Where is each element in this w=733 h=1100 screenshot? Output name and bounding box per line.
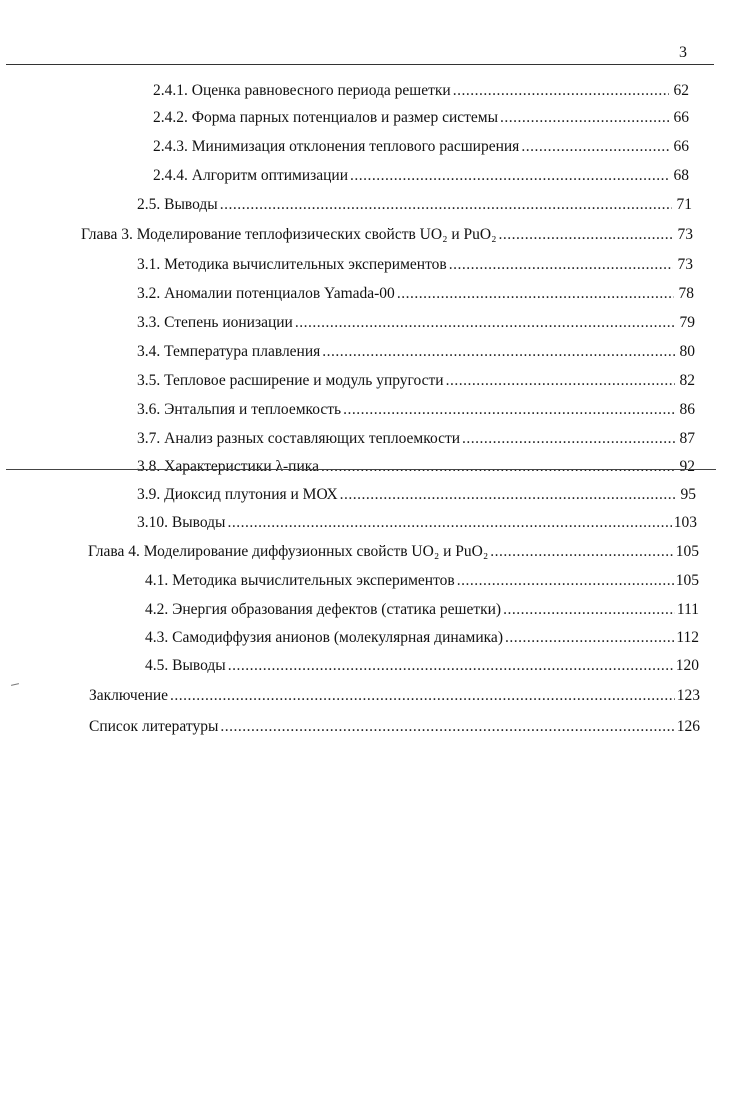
toc-entry-page: 73 xyxy=(677,226,693,243)
toc-entry xyxy=(145,655,699,677)
toc-entry-number: 2.5. xyxy=(137,196,161,213)
toc-entry-title: 3.5. Тепловое расширение и модуль упругости xyxy=(137,372,444,389)
toc-entry-title: 3.4. Температура плавления xyxy=(137,343,321,360)
toc-entry-title: 2.4.4. Алгоритм оптимизации xyxy=(153,167,349,184)
toc-entry-page: 86 xyxy=(679,401,695,418)
toc-entry-title: 3.3. Степень ионизации xyxy=(137,314,293,331)
toc-entry-number: 3.10. xyxy=(137,514,168,531)
toc-entry-page: 66 xyxy=(673,109,689,126)
toc-entry-page: 103 xyxy=(673,514,697,531)
toc-leader-dots xyxy=(498,224,673,246)
toc-entry-title: 4.5. Выводы xyxy=(145,657,226,674)
toc-leader-dots xyxy=(490,541,674,563)
toc-leader-dots xyxy=(343,399,675,421)
toc-entry-number: 2.4.4. xyxy=(153,167,188,184)
toc-entry-page: 120 xyxy=(675,657,699,674)
toc-leader-dots xyxy=(397,283,674,305)
toc-leader-dots xyxy=(350,165,669,187)
toc-leader-dots xyxy=(457,570,674,592)
toc-entry xyxy=(137,512,697,534)
toc-entry xyxy=(137,484,696,506)
toc-entry xyxy=(137,254,693,276)
toc-entry-title: Глава 3. Моделирование теплофизических свойств UO₂ и PuO₂ xyxy=(81,226,497,243)
toc-entry-page: 71 xyxy=(676,196,692,213)
toc-entry-number: 4.1. xyxy=(145,572,169,589)
toc-entry-page: 95 xyxy=(680,486,696,503)
toc-entry-page: 123 xyxy=(676,687,700,704)
toc-leader-dots xyxy=(228,655,674,677)
toc-entry-title: Список литературы xyxy=(89,718,219,735)
toc-entry xyxy=(137,341,695,363)
toc-entry xyxy=(137,194,692,216)
toc-leader-dots xyxy=(453,80,669,102)
toc-entry-number: 3.9. xyxy=(137,486,161,503)
toc-leader-dots xyxy=(503,599,675,621)
toc-entry-number: 2.4.1. xyxy=(153,82,188,99)
toc-entry-number: 2.4.3. xyxy=(153,138,188,155)
toc-entry-title: 4.1. Методика вычислительных экспериментов xyxy=(145,572,455,589)
toc-entry-title: 3.2. Аномалии потенциалов Yamada-00 xyxy=(137,285,395,302)
toc-entry-number: 4.5. xyxy=(145,657,169,674)
toc-entry-number: 3.2. xyxy=(137,285,161,302)
scan-artifact-line xyxy=(6,469,716,470)
toc-leader-dots xyxy=(505,627,674,649)
toc-entry xyxy=(153,80,689,102)
toc-leader-dots xyxy=(446,370,675,392)
toc-entry xyxy=(81,224,693,246)
toc-leader-dots xyxy=(227,512,671,534)
toc-entry-number: 3.4. xyxy=(137,343,161,360)
toc-entry xyxy=(137,312,695,334)
toc-entry-number: 3.7. xyxy=(137,430,161,447)
toc-entry-page: 62 xyxy=(673,82,689,99)
toc-entry-title: Заключение xyxy=(89,687,169,704)
toc-entry-page: 111 xyxy=(676,601,699,618)
toc-entry-title: 3.9. Диоксид плутония и МОХ xyxy=(137,486,338,503)
toc-entry xyxy=(145,627,699,649)
toc-entry xyxy=(153,165,689,187)
toc-leader-dots xyxy=(321,456,675,478)
toc-entry-title: 2.4.2. Форма парных потенциалов и размер системы xyxy=(153,109,498,126)
page-number: 3 xyxy=(679,44,687,61)
toc-entry-title: 3.10. Выводы xyxy=(137,514,226,531)
toc-entry-page: 87 xyxy=(679,430,695,447)
toc-entry-title: Глава 4. Моделирование диффузионных свойств UO₂ и PuO₂ xyxy=(88,543,489,560)
toc-leader-dots xyxy=(462,428,675,450)
toc-entry-number: Глава 3. xyxy=(81,226,133,243)
toc-entry-title: 4.3. Самодиффузия анионов (молекулярная динамика) xyxy=(145,629,503,646)
toc-entry xyxy=(89,685,700,707)
toc-leader-dots xyxy=(170,685,675,707)
toc-entry xyxy=(137,399,695,421)
toc-entry xyxy=(153,107,689,129)
toc-entry-page: 73 xyxy=(677,256,693,273)
toc-entry-number: 3.5. xyxy=(137,372,161,389)
toc-entry-number: 4.3. xyxy=(145,629,169,646)
toc-entry xyxy=(145,570,699,592)
toc-leader-dots xyxy=(322,341,675,363)
toc-entry-title: 2.5. Выводы xyxy=(137,196,218,213)
toc-entry-page: 105 xyxy=(675,572,699,589)
toc-leader-dots xyxy=(220,716,674,738)
toc-leader-dots xyxy=(449,254,673,276)
toc-entry-number: 3.8. xyxy=(137,458,161,475)
toc-entry-title: 2.4.3. Минимизация отклонения теплового расширения xyxy=(153,138,520,155)
toc-entry-title: 2.4.1. Оценка равновесного периода решетки xyxy=(153,82,451,99)
toc-entry-page: 80 xyxy=(679,343,695,360)
toc-entry-number: 3.6. xyxy=(137,401,161,418)
toc-entry-page: 79 xyxy=(679,314,695,331)
toc-leader-dots xyxy=(521,136,669,158)
toc-leader-dots xyxy=(500,107,669,129)
toc-entry xyxy=(145,599,699,621)
toc-entry-page: 126 xyxy=(676,718,700,735)
toc-entry xyxy=(137,428,695,450)
toc-leader-dots xyxy=(340,484,676,506)
toc-entry-number: Глава 4. xyxy=(88,543,140,560)
toc-entry-page: 78 xyxy=(678,285,694,302)
toc-entry-number: 3.1. xyxy=(137,256,161,273)
toc-entry-page: 105 xyxy=(675,543,699,560)
toc-entry xyxy=(137,370,695,392)
toc-entry-page: 92 xyxy=(679,458,695,475)
toc-entry-title: 3.1. Методика вычислительных экспериментов xyxy=(137,256,447,273)
toc-entry xyxy=(88,541,699,563)
toc-entry-title: 3.6. Энтальпия и теплоемкость xyxy=(137,401,342,418)
toc-entry-page: 82 xyxy=(679,372,695,389)
toc-entry-number: 4.2. xyxy=(145,601,169,618)
toc-entry-title: 4.2. Энергия образования дефектов (статика решетки) xyxy=(145,601,502,618)
toc-entry xyxy=(137,283,694,305)
toc-leader-dots xyxy=(295,312,675,334)
toc-entry-title: 3.8. Характеристики λ-пика xyxy=(137,458,319,475)
toc-leader-dots xyxy=(220,194,672,216)
toc-entry xyxy=(89,716,700,738)
toc-entry-title: 3.7. Анализ разных составляющих теплоемкости xyxy=(137,430,461,447)
toc-entry xyxy=(153,136,689,158)
toc-entry-number: 3.3. xyxy=(137,314,161,331)
toc-entry-page: 112 xyxy=(676,629,699,646)
toc-entry xyxy=(137,456,695,478)
toc-entry-page: 68 xyxy=(673,167,689,184)
toc-entry-page: 66 xyxy=(673,138,689,155)
toc-entry-number: 2.4.2. xyxy=(153,109,188,126)
